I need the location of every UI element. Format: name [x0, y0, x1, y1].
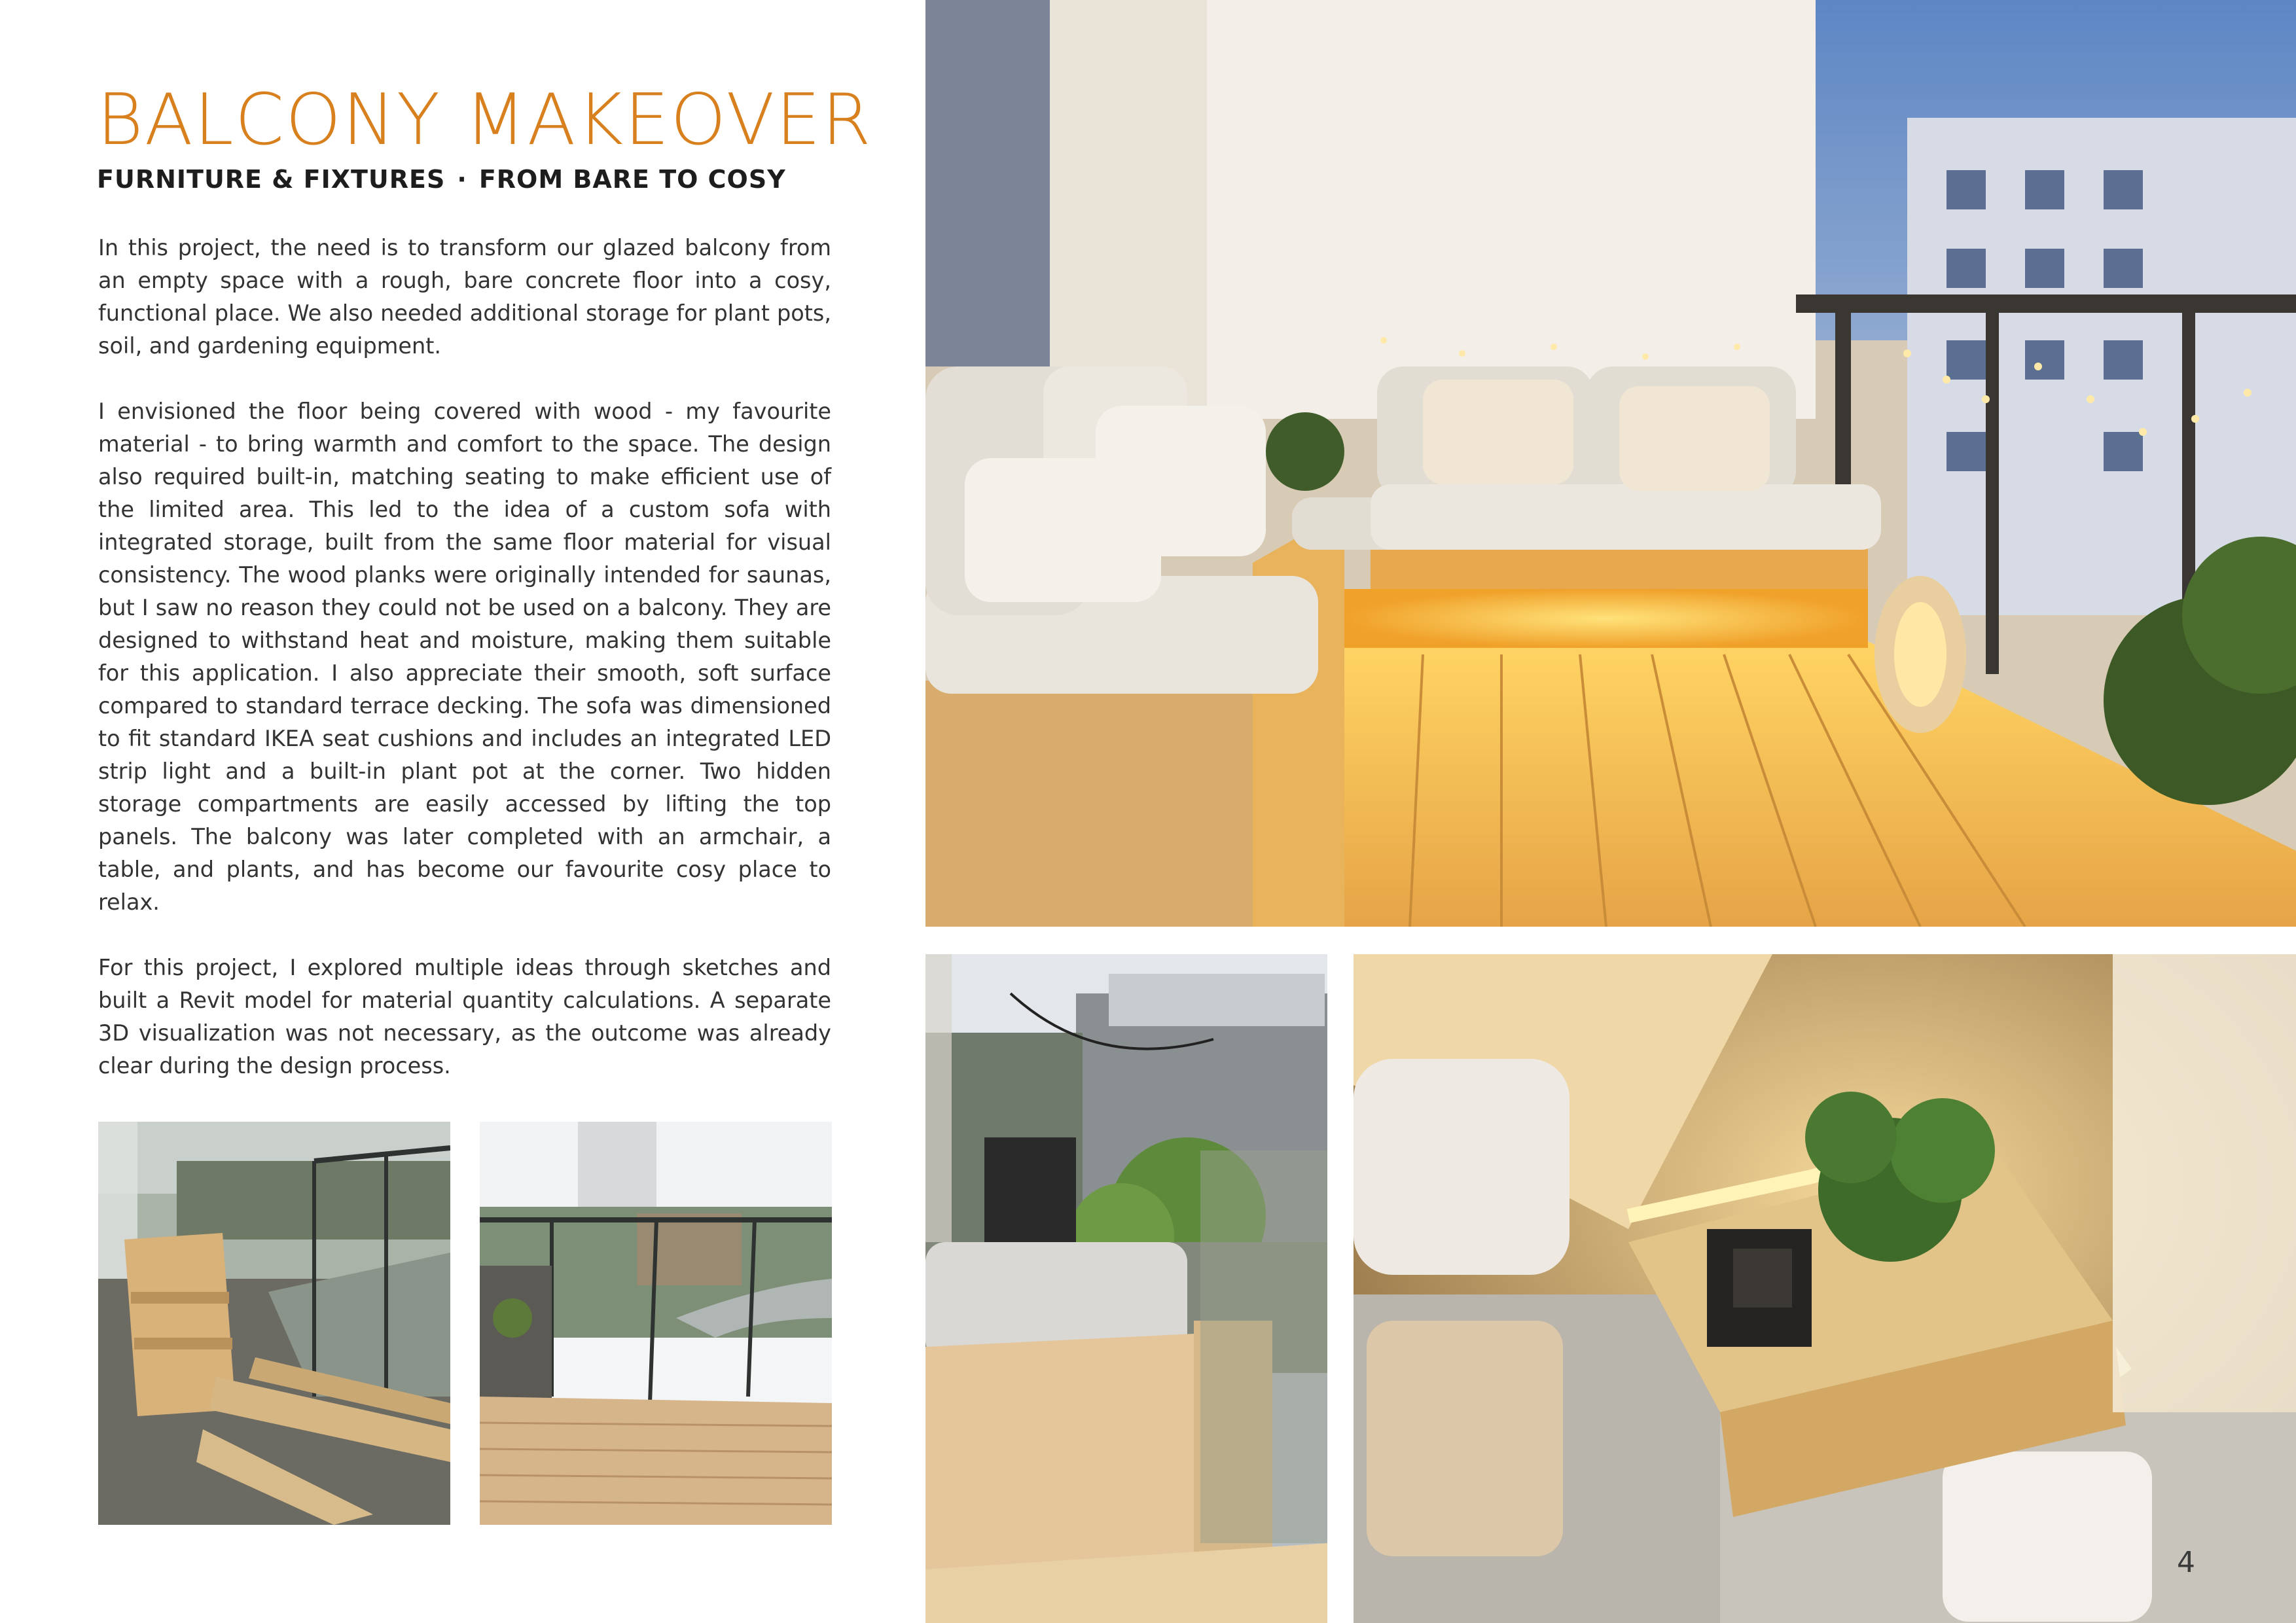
photo-corner-plant-pot-led — [1354, 954, 2296, 1623]
page-subtitle — [97, 165, 786, 194]
description-paragraph-1: In this project, the need is to transform our glazed balcony from an empty space with a rough, bare concrete floor into a cosy, functional place. We also needed additional storage for plant pots, soil, and gardening equipment. — [98, 235, 831, 359]
photo-decking-installed — [480, 1122, 832, 1525]
photo-finished-balcony-evening — [925, 0, 2296, 927]
page-number: 4 — [2177, 1546, 2195, 1579]
photo-before-construction — [98, 1122, 450, 1525]
photo-sofa-side-daylight — [925, 954, 1327, 1623]
description-paragraph-3: For this project, I explored multiple ideas through sketches and built a Revit model for material quantity calculations. A separate 3D visualization was not necessary, as the outcome was already clear during the design process. — [98, 955, 831, 1079]
description-paragraph-2: I envisioned the floor being covered with wood - my favourite material - to bring warmth and comfort to the space. The design also required built-in, matching seating to make efficient use of the limited area. This led to the idea of a custom sofa with integrated storage, built from the same floor material for visual consistency. The wood planks were originally intended for saunas, but I saw no reason they could not be used on a balcony. They are designed to withstand heat and moisture, making them suitable for this application. I also appreciate their smooth, soft surface compared to standard terrace decking. The sofa was dimensioned to fit standard IKEA seat cushions and includes an integrated LED strip light and a built-in plant pot at the corner. Two hidden storage compartments are easily accessed by lifting the top panels. The balcony was later completed with an armchair, a table, and plants, and has become our favourite cosy place to relax. — [98, 399, 831, 915]
subtitle-part-1: FURNITURE & FIXTURES — [97, 165, 446, 194]
subtitle-part-2: FROM BARE TO COSY — [478, 165, 786, 194]
subtitle-separator: · — [457, 165, 467, 194]
project-description — [98, 232, 831, 1115]
page-title: BALCONY MAKEOVER — [97, 79, 872, 161]
